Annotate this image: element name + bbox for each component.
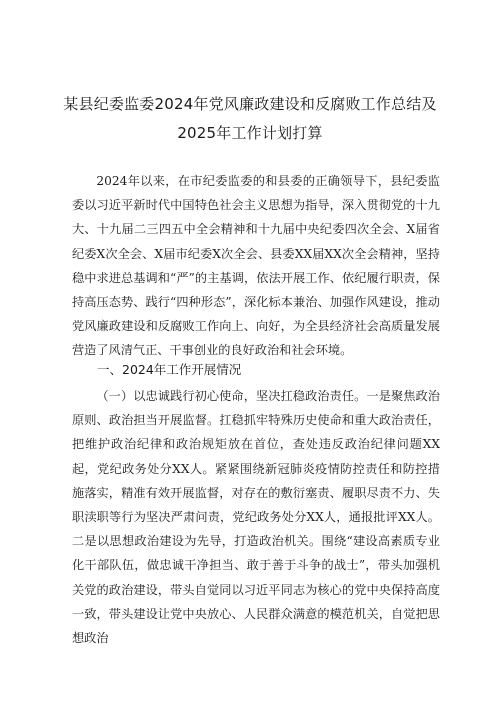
document-title-line-2: 2025年工作计划打算: [177, 124, 323, 142]
intro-paragraph: 2024年以来，在市纪委监委的和县委的正确领导下，县纪委监委以习近平新时代中国特色社会主义思想为指导，深入贯彻党的十九大、十九届二三四五中全会精神和十九届中央纪委四次全会、X届省纪委X次全会、X届市纪委X次全会、县委XX届XX次全会精神，坚持稳中求进总基调和“严”的主基调，依法开展工作、依纪履行职责，保持高压态势、践行“四种形态”，深化标本兼治、加强作风建设，推动党风廉政建设和反腐败工作向上、向好，为全县经济社会高质量发展营造了风清气正、干事创业的良好政治和社会环境。: [72, 174, 440, 358]
section-heading: 一、2024年工作开展情况: [97, 362, 242, 377]
section-paragraph: （一）以忠诚践行初心使命，坚决扛稳政治责任。一是聚焦政治原则、政治担当开展监督。扛稳抓牢特殊历史使命和重大政治责任，把维护政治纪律和政治规矩放在首位，查处违反政治纪律问题XX起，党纪政务处分XX人。紧紧围绕新冠肺炎疫情防控责任和防控措施落实，精准有效开展监督，对存在的敷衍塞责、履职尽责不力、失职渎职等行为坚决严肃问责，党纪政务处分XX人，通报批评XX人。二是以思想政治建设为先导，打造政治机关。围绕“建设高素质专业化干部队伍，做忠诚干净担当、敢于善于斗争的战士”，带头加强机关党的政治建设，带头自觉同以习近平同志为核心的党中央保持高度一致，带头建设让党中央放心、人民群众满意的模范机关，自觉把思想政治: [72, 389, 440, 646]
document-title-line-1: 某县纪委监委2024年党风廉政建设和反腐败工作总结及: [63, 95, 437, 113]
